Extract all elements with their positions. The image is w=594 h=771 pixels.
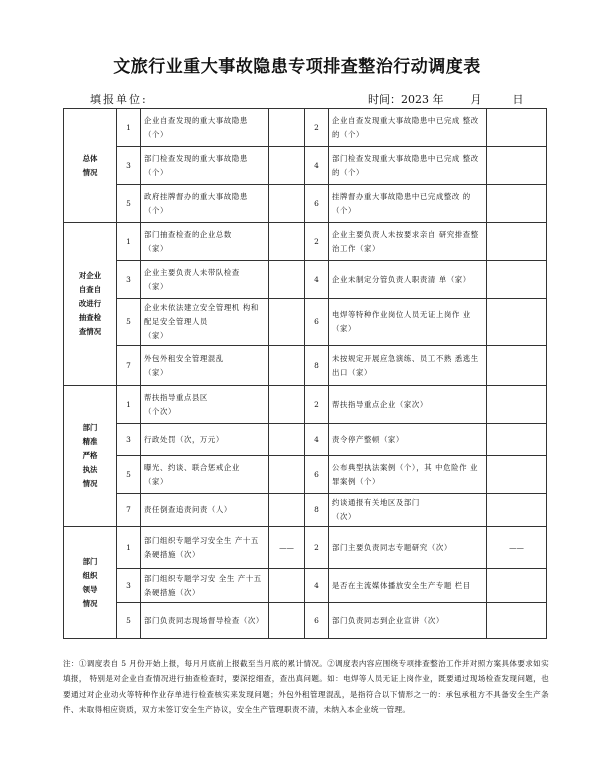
item-label: 企业自查发现的重大事故隐患 （个） [141, 109, 269, 147]
item-number: 1 [117, 223, 141, 261]
table-row [64, 456, 547, 494]
item-value-cell[interactable] [487, 185, 547, 223]
item-label: 公布典型执法案例（个），其 中危险作 业罪案例（个） [329, 456, 487, 494]
item-value-cell[interactable] [269, 456, 305, 494]
item-value-cell[interactable] [487, 299, 547, 346]
report-month-label: 月 [470, 93, 482, 106]
item-number: 5 [117, 603, 141, 639]
table-row [64, 386, 547, 424]
item-label: 帮扶指导重点企业（家次） [329, 386, 487, 424]
item-label: 帮扶指导重点县区 （个次） [141, 386, 269, 424]
item-number: 7 [117, 494, 141, 527]
item-number: 1 [117, 109, 141, 147]
item-value-cell[interactable] [269, 185, 305, 223]
item-label: 政府挂牌督办的重大事故隐患 （个） [141, 185, 269, 223]
item-label: 部门组织专题学习安 全生 产十五条硬措施（次） [141, 569, 269, 603]
item-label: 未按规定开展应急演练、员工不熟 悉逃生出口（家） [329, 346, 487, 386]
item-value-cell[interactable] [269, 424, 305, 456]
item-number: 2 [305, 223, 329, 261]
item-value-cell[interactable] [269, 299, 305, 346]
item-label: 部门负责同志到企业宣讲（次） [329, 603, 487, 639]
page-title: 文旅行业重大事故隐患专项排查整治行动调度表 [113, 57, 481, 77]
item-number: 4 [305, 424, 329, 456]
item-value-cell[interactable] [487, 223, 547, 261]
item-label: 部门主要负责同志专题研究（次） [329, 527, 487, 569]
item-number: 8 [305, 494, 329, 527]
item-number: 3 [117, 261, 141, 299]
item-value-cell[interactable] [487, 569, 547, 603]
table-row [64, 109, 547, 147]
item-value-cell[interactable] [269, 569, 305, 603]
item-label: 企业未制定分管负责人职责清 单（家） [329, 261, 487, 299]
item-value-cell[interactable] [487, 147, 547, 185]
item-label: 责令停产整顿（家） [329, 424, 487, 456]
item-label: 部门检查发现重大事故隐患中已完成 整改的（个） [329, 147, 487, 185]
item-label: 部门负责同志现场督导检查（次） [141, 603, 269, 639]
table-row [64, 147, 547, 185]
table-row [64, 346, 547, 386]
item-label: 电焊等特种作业岗位人员无证上岗作 业（家） [329, 299, 487, 346]
item-value-cell[interactable] [487, 346, 547, 386]
item-value-cell[interactable] [269, 109, 305, 147]
item-number: 6 [305, 299, 329, 346]
item-number: 5 [117, 456, 141, 494]
item-number: 1 [117, 527, 141, 569]
item-label: 企业主要负责人未按要求亲自 研究排查整治工作（家） [329, 223, 487, 261]
report-date [368, 91, 524, 107]
item-label: 企业主要负责人未带队检查 （家） [141, 261, 269, 299]
item-number: 4 [305, 569, 329, 603]
section-title: 部门 精准 严格 执法 情况 [64, 386, 117, 527]
table-row [64, 185, 547, 223]
table-row [64, 424, 547, 456]
item-label: 曝光、约谈、联合惩戒企业 （家） [141, 456, 269, 494]
item-number: 3 [117, 569, 141, 603]
item-value-cell[interactable] [269, 261, 305, 299]
report-day-label: 日 [512, 93, 524, 106]
item-label: 是否在主流媒体播放安全生产专题 栏目 [329, 569, 487, 603]
section-title: 总体 情况 [64, 109, 117, 223]
table-row [64, 223, 547, 261]
table-row [64, 261, 547, 299]
item-label: 企业未依法建立安全管理机 构和配足安全管理人员 （家） [141, 299, 269, 346]
table-row [64, 527, 547, 569]
item-number: 3 [117, 147, 141, 185]
item-value-cell[interactable] [487, 109, 547, 147]
item-label: 责任倒查追责问责（人） [141, 494, 269, 527]
item-value-cell[interactable] [269, 346, 305, 386]
item-number: 4 [305, 261, 329, 299]
item-value-cell[interactable] [487, 603, 547, 639]
item-number: 2 [305, 109, 329, 147]
item-value-cell[interactable]: —— [487, 527, 547, 569]
item-number: 2 [305, 386, 329, 424]
item-value-cell[interactable] [269, 603, 305, 639]
table-row [64, 299, 547, 346]
section-title: 对企业 自查自 改进行 抽查检 查情况 [64, 223, 117, 386]
item-number: 8 [305, 346, 329, 386]
item-label: 部门检查发现的重大事故隐患 （个） [141, 147, 269, 185]
item-label: 挂牌督办重大事故隐患中已完成整改 的（个） [329, 185, 487, 223]
item-number: 2 [305, 527, 329, 569]
item-value-cell[interactable] [269, 223, 305, 261]
reporting-unit-label: 填报单位: [90, 93, 148, 106]
item-label: 行政处罚（次，万元） [141, 424, 269, 456]
item-label: 部门抽查检查的企业总数 （家） [141, 223, 269, 261]
item-value-cell[interactable] [269, 386, 305, 424]
item-value-cell[interactable]: —— [269, 527, 305, 569]
item-number: 5 [117, 185, 141, 223]
table-row [64, 603, 547, 639]
item-label: 部门组织专题学习安全生 产十五条硬措施（次） [141, 527, 269, 569]
item-value-cell[interactable] [487, 494, 547, 527]
item-value-cell[interactable] [487, 424, 547, 456]
item-number: 3 [117, 424, 141, 456]
item-number: 1 [117, 386, 141, 424]
dispatch-table [63, 108, 547, 639]
item-number: 6 [305, 185, 329, 223]
item-value-cell[interactable] [269, 147, 305, 185]
item-number: 5 [117, 299, 141, 346]
item-number: 6 [305, 456, 329, 494]
item-number: 4 [305, 147, 329, 185]
item-value-cell[interactable] [487, 261, 547, 299]
report-year-label: 时间：2023 年 [368, 93, 444, 106]
item-label: 外包外租安全管理混乱 （家） [141, 346, 269, 386]
item-number: 6 [305, 603, 329, 639]
table-row [64, 569, 547, 603]
section-title: 部门 组织 领导 情况 [64, 527, 117, 639]
item-label: 企业自查发现重大事故隐患中已完成 整改的（个） [329, 109, 487, 147]
table-row [64, 494, 547, 527]
item-number: 7 [117, 346, 141, 386]
item-value-cell[interactable] [269, 494, 305, 527]
item-value-cell[interactable] [487, 386, 547, 424]
item-value-cell[interactable] [487, 456, 547, 494]
item-label: 约谈通报有关地区及部门 （次） [329, 494, 487, 527]
footnotes: 注：①调度表自 5 月份开始上报，每月月底前上报截至当月底的累计情况。②调度表内容应围绕专项排查整治工作并对照方案具体要求如实填报， 特别是对企业自查情况进行抽查检查时，要深挖细查，查出真问题。如：电焊等人员无证上岗作业，既要通过现场检查发现问题，也要通过对企业动火等特种作业存单进行检查核实来发现问题；外包外租管理混乱，是指符合以下情形之一的：承包承租方不具备安全生产条件、未取得相应资质，双方未签订安全生产协议，安全生产管理职责不清，未纳入本企业统一管理。 [63, 659, 549, 714]
